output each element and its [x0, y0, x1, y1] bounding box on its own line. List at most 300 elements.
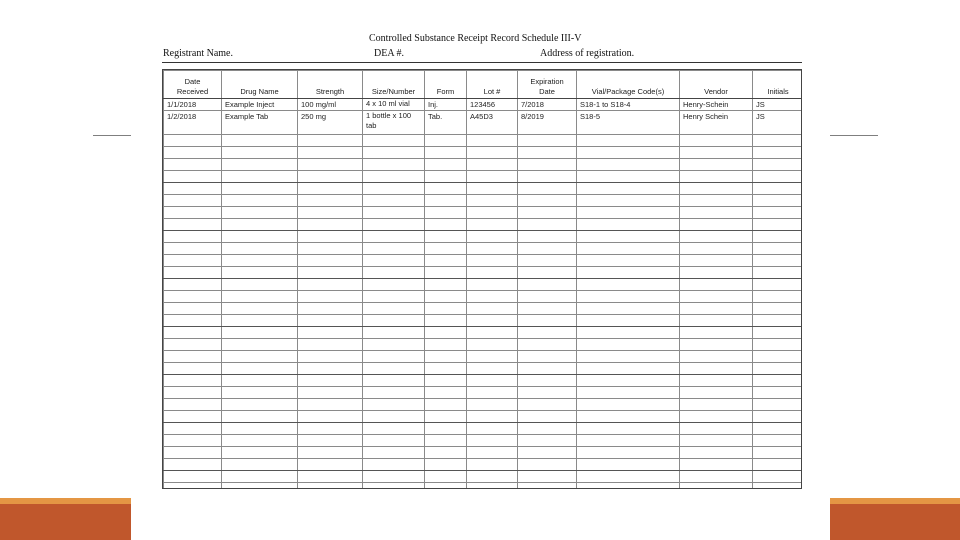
blank-cell[interactable] — [518, 207, 577, 219]
blank-cell[interactable] — [425, 363, 467, 375]
blank-cell[interactable] — [680, 471, 753, 483]
blank-cell[interactable] — [753, 447, 803, 459]
blank-cell[interactable] — [298, 267, 363, 279]
blank-cell[interactable] — [164, 375, 222, 387]
blank-cell[interactable] — [680, 399, 753, 411]
blank-cell[interactable] — [518, 435, 577, 447]
blank-cell[interactable] — [577, 351, 680, 363]
blank-cell[interactable] — [680, 327, 753, 339]
blank-cell[interactable] — [518, 387, 577, 399]
blank-cell[interactable] — [164, 327, 222, 339]
blank-cell[interactable] — [425, 267, 467, 279]
blank-cell[interactable] — [222, 303, 298, 315]
blank-cell[interactable] — [222, 243, 298, 255]
blank-cell[interactable] — [298, 243, 363, 255]
blank-cell[interactable] — [518, 159, 577, 171]
blank-cell[interactable] — [467, 363, 518, 375]
blank-cell[interactable] — [363, 231, 425, 243]
blank-cell[interactable] — [577, 243, 680, 255]
blank-cell[interactable] — [680, 447, 753, 459]
blank-cell[interactable] — [680, 267, 753, 279]
blank-cell[interactable] — [467, 435, 518, 447]
blank-cell[interactable] — [753, 435, 803, 447]
blank-cell[interactable] — [164, 171, 222, 183]
blank-cell[interactable] — [577, 447, 680, 459]
blank-cell[interactable] — [577, 279, 680, 291]
blank-cell[interactable] — [753, 255, 803, 267]
blank-cell[interactable] — [222, 423, 298, 435]
table-cell-lot-number[interactable]: 123456 — [467, 99, 518, 111]
blank-cell[interactable] — [680, 243, 753, 255]
blank-cell[interactable] — [467, 471, 518, 483]
blank-cell[interactable] — [363, 147, 425, 159]
blank-cell[interactable] — [518, 255, 577, 267]
blank-cell[interactable] — [680, 219, 753, 231]
blank-cell[interactable] — [680, 411, 753, 423]
blank-cell[interactable] — [577, 135, 680, 147]
blank-cell[interactable] — [753, 171, 803, 183]
blank-cell[interactable] — [222, 219, 298, 231]
blank-cell[interactable] — [577, 255, 680, 267]
blank-cell[interactable] — [425, 435, 467, 447]
blank-cell[interactable] — [164, 159, 222, 171]
blank-cell[interactable] — [753, 267, 803, 279]
blank-cell[interactable] — [222, 315, 298, 327]
blank-cell[interactable] — [753, 411, 803, 423]
blank-cell[interactable] — [425, 399, 467, 411]
blank-cell[interactable] — [753, 279, 803, 291]
blank-cell[interactable] — [363, 435, 425, 447]
blank-cell[interactable] — [518, 327, 577, 339]
blank-cell[interactable] — [518, 471, 577, 483]
blank-cell[interactable] — [753, 375, 803, 387]
blank-cell[interactable] — [577, 363, 680, 375]
blank-cell[interactable] — [467, 195, 518, 207]
blank-cell[interactable] — [577, 483, 680, 490]
blank-cell[interactable] — [467, 135, 518, 147]
blank-cell[interactable] — [467, 423, 518, 435]
blank-cell[interactable] — [363, 459, 425, 471]
blank-cell[interactable] — [363, 291, 425, 303]
blank-cell[interactable] — [577, 195, 680, 207]
blank-cell[interactable] — [222, 447, 298, 459]
blank-cell[interactable] — [425, 423, 467, 435]
blank-cell[interactable] — [363, 267, 425, 279]
blank-cell[interactable] — [222, 207, 298, 219]
blank-cell[interactable] — [363, 375, 425, 387]
blank-cell[interactable] — [298, 147, 363, 159]
blank-cell[interactable] — [753, 327, 803, 339]
blank-cell[interactable] — [467, 147, 518, 159]
blank-cell[interactable] — [222, 255, 298, 267]
blank-cell[interactable] — [425, 471, 467, 483]
blank-cell[interactable] — [753, 339, 803, 351]
blank-cell[interactable] — [577, 219, 680, 231]
blank-cell[interactable] — [425, 231, 467, 243]
table-cell-size-number[interactable]: 4 x 10 ml vial — [363, 99, 425, 111]
blank-cell[interactable] — [164, 339, 222, 351]
blank-cell[interactable] — [680, 255, 753, 267]
blank-cell[interactable] — [518, 363, 577, 375]
blank-cell[interactable] — [222, 351, 298, 363]
blank-cell[interactable] — [467, 411, 518, 423]
blank-cell[interactable] — [425, 135, 467, 147]
blank-cell[interactable] — [518, 447, 577, 459]
blank-cell[interactable] — [222, 291, 298, 303]
blank-cell[interactable] — [425, 195, 467, 207]
blank-cell[interactable] — [467, 447, 518, 459]
blank-cell[interactable] — [363, 171, 425, 183]
blank-cell[interactable] — [577, 159, 680, 171]
blank-cell[interactable] — [425, 327, 467, 339]
blank-cell[interactable] — [467, 303, 518, 315]
blank-cell[interactable] — [577, 231, 680, 243]
blank-cell[interactable] — [467, 231, 518, 243]
table-cell-initials[interactable]: JS — [753, 111, 803, 135]
blank-cell[interactable] — [577, 291, 680, 303]
blank-cell[interactable] — [680, 195, 753, 207]
blank-cell[interactable] — [363, 159, 425, 171]
blank-cell[interactable] — [298, 135, 363, 147]
blank-cell[interactable] — [425, 255, 467, 267]
blank-cell[interactable] — [518, 183, 577, 195]
blank-cell[interactable] — [164, 279, 222, 291]
blank-cell[interactable] — [298, 483, 363, 490]
table-cell-initials[interactable]: JS — [753, 99, 803, 111]
blank-cell[interactable] — [363, 219, 425, 231]
blank-cell[interactable] — [753, 291, 803, 303]
blank-cell[interactable] — [680, 387, 753, 399]
blank-cell[interactable] — [164, 219, 222, 231]
blank-cell[interactable] — [518, 279, 577, 291]
blank-cell[interactable] — [425, 483, 467, 490]
blank-cell[interactable] — [425, 171, 467, 183]
blank-cell[interactable] — [577, 411, 680, 423]
blank-cell[interactable] — [164, 459, 222, 471]
blank-cell[interactable] — [298, 447, 363, 459]
blank-cell[interactable] — [164, 195, 222, 207]
blank-cell[interactable] — [467, 159, 518, 171]
blank-cell[interactable] — [467, 267, 518, 279]
blank-cell[interactable] — [222, 339, 298, 351]
blank-cell[interactable] — [363, 387, 425, 399]
blank-cell[interactable] — [425, 411, 467, 423]
blank-cell[interactable] — [222, 327, 298, 339]
blank-cell[interactable] — [222, 411, 298, 423]
blank-cell[interactable] — [164, 255, 222, 267]
blank-cell[interactable] — [222, 399, 298, 411]
blank-cell[interactable] — [577, 147, 680, 159]
blank-cell[interactable] — [164, 363, 222, 375]
blank-cell[interactable] — [680, 135, 753, 147]
blank-cell[interactable] — [753, 315, 803, 327]
blank-cell[interactable] — [363, 183, 425, 195]
blank-cell[interactable] — [467, 483, 518, 490]
blank-cell[interactable] — [222, 375, 298, 387]
blank-cell[interactable] — [467, 291, 518, 303]
blank-cell[interactable] — [425, 147, 467, 159]
blank-cell[interactable] — [467, 183, 518, 195]
blank-cell[interactable] — [753, 243, 803, 255]
blank-cell[interactable] — [363, 243, 425, 255]
blank-cell[interactable] — [298, 399, 363, 411]
blank-cell[interactable] — [753, 159, 803, 171]
table-cell-date-received[interactable]: 1/2/2018 — [164, 111, 222, 135]
blank-cell[interactable] — [164, 231, 222, 243]
blank-cell[interactable] — [222, 267, 298, 279]
blank-cell[interactable] — [222, 183, 298, 195]
blank-cell[interactable] — [222, 363, 298, 375]
blank-cell[interactable] — [518, 243, 577, 255]
table-cell-form[interactable]: Inj. — [425, 99, 467, 111]
blank-cell[interactable] — [518, 459, 577, 471]
table-cell-vial-package-codes[interactable]: S18-1 to S18-4 — [577, 99, 680, 111]
blank-cell[interactable] — [467, 171, 518, 183]
blank-cell[interactable] — [363, 363, 425, 375]
blank-cell[interactable] — [298, 327, 363, 339]
blank-cell[interactable] — [753, 471, 803, 483]
blank-cell[interactable] — [680, 147, 753, 159]
table-cell-form[interactable]: Tab. — [425, 111, 467, 135]
blank-cell[interactable] — [425, 291, 467, 303]
blank-cell[interactable] — [467, 207, 518, 219]
blank-cell[interactable] — [577, 399, 680, 411]
blank-cell[interactable] — [298, 411, 363, 423]
blank-cell[interactable] — [164, 411, 222, 423]
blank-cell[interactable] — [753, 147, 803, 159]
blank-cell[interactable] — [164, 399, 222, 411]
blank-cell[interactable] — [222, 459, 298, 471]
blank-cell[interactable] — [753, 135, 803, 147]
blank-cell[interactable] — [467, 255, 518, 267]
blank-cell[interactable] — [363, 207, 425, 219]
blank-cell[interactable] — [363, 471, 425, 483]
blank-cell[interactable] — [222, 387, 298, 399]
blank-cell[interactable] — [680, 171, 753, 183]
blank-cell[interactable] — [753, 363, 803, 375]
blank-cell[interactable] — [425, 303, 467, 315]
blank-cell[interactable] — [680, 183, 753, 195]
blank-cell[interactable] — [577, 183, 680, 195]
blank-cell[interactable] — [518, 291, 577, 303]
blank-cell[interactable] — [518, 351, 577, 363]
blank-cell[interactable] — [363, 351, 425, 363]
blank-cell[interactable] — [298, 351, 363, 363]
blank-cell[interactable] — [298, 195, 363, 207]
blank-cell[interactable] — [363, 279, 425, 291]
blank-cell[interactable] — [222, 231, 298, 243]
blank-cell[interactable] — [518, 171, 577, 183]
blank-cell[interactable] — [518, 147, 577, 159]
table-cell-vendor[interactable]: Henry Schein — [680, 111, 753, 135]
blank-cell[interactable] — [467, 219, 518, 231]
blank-cell[interactable] — [680, 423, 753, 435]
blank-cell[interactable] — [222, 195, 298, 207]
blank-cell[interactable] — [222, 483, 298, 490]
blank-cell[interactable] — [164, 435, 222, 447]
blank-cell[interactable] — [298, 207, 363, 219]
blank-cell[interactable] — [298, 363, 363, 375]
blank-cell[interactable] — [298, 315, 363, 327]
blank-cell[interactable] — [222, 159, 298, 171]
blank-cell[interactable] — [298, 231, 363, 243]
blank-cell[interactable] — [298, 459, 363, 471]
blank-cell[interactable] — [164, 243, 222, 255]
blank-cell[interactable] — [753, 459, 803, 471]
blank-cell[interactable] — [518, 375, 577, 387]
blank-cell[interactable] — [577, 471, 680, 483]
blank-cell[interactable] — [363, 303, 425, 315]
blank-cell[interactable] — [164, 303, 222, 315]
blank-cell[interactable] — [753, 219, 803, 231]
blank-cell[interactable] — [363, 423, 425, 435]
blank-cell[interactable] — [753, 399, 803, 411]
blank-cell[interactable] — [164, 315, 222, 327]
blank-cell[interactable] — [425, 351, 467, 363]
blank-cell[interactable] — [425, 387, 467, 399]
blank-cell[interactable] — [298, 435, 363, 447]
blank-cell[interactable] — [518, 219, 577, 231]
blank-cell[interactable] — [467, 243, 518, 255]
blank-cell[interactable] — [298, 291, 363, 303]
blank-cell[interactable] — [222, 435, 298, 447]
blank-cell[interactable] — [518, 411, 577, 423]
blank-cell[interactable] — [680, 291, 753, 303]
table-cell-size-number[interactable]: 1 bottle x 100 tab — [363, 111, 425, 135]
blank-cell[interactable] — [164, 423, 222, 435]
blank-cell[interactable] — [753, 387, 803, 399]
blank-cell[interactable] — [518, 423, 577, 435]
blank-cell[interactable] — [577, 327, 680, 339]
blank-cell[interactable] — [467, 351, 518, 363]
blank-cell[interactable] — [164, 387, 222, 399]
blank-cell[interactable] — [298, 339, 363, 351]
blank-cell[interactable] — [753, 303, 803, 315]
blank-cell[interactable] — [425, 207, 467, 219]
blank-cell[interactable] — [518, 195, 577, 207]
blank-cell[interactable] — [680, 207, 753, 219]
table-cell-date-received[interactable]: 1/1/2018 — [164, 99, 222, 111]
blank-cell[interactable] — [680, 363, 753, 375]
blank-cell[interactable] — [467, 279, 518, 291]
blank-cell[interactable] — [222, 171, 298, 183]
blank-cell[interactable] — [518, 339, 577, 351]
table-cell-vial-package-codes[interactable]: S18-5 — [577, 111, 680, 135]
blank-cell[interactable] — [518, 483, 577, 490]
blank-cell[interactable] — [577, 459, 680, 471]
blank-cell[interactable] — [425, 459, 467, 471]
blank-cell[interactable] — [425, 339, 467, 351]
blank-cell[interactable] — [164, 183, 222, 195]
blank-cell[interactable] — [753, 195, 803, 207]
blank-cell[interactable] — [577, 267, 680, 279]
blank-cell[interactable] — [577, 435, 680, 447]
blank-cell[interactable] — [753, 423, 803, 435]
blank-cell[interactable] — [222, 471, 298, 483]
blank-cell[interactable] — [164, 207, 222, 219]
blank-cell[interactable] — [680, 483, 753, 490]
blank-cell[interactable] — [363, 255, 425, 267]
blank-cell[interactable] — [363, 339, 425, 351]
blank-cell[interactable] — [753, 351, 803, 363]
blank-cell[interactable] — [577, 303, 680, 315]
blank-cell[interactable] — [425, 315, 467, 327]
blank-cell[interactable] — [753, 483, 803, 490]
blank-cell[interactable] — [753, 231, 803, 243]
blank-cell[interactable] — [425, 159, 467, 171]
blank-cell[interactable] — [298, 375, 363, 387]
table-cell-strength[interactable]: 250 mg — [298, 111, 363, 135]
blank-cell[interactable] — [518, 399, 577, 411]
blank-cell[interactable] — [164, 291, 222, 303]
blank-cell[interactable] — [680, 303, 753, 315]
blank-cell[interactable] — [680, 315, 753, 327]
blank-cell[interactable] — [518, 231, 577, 243]
blank-cell[interactable] — [425, 243, 467, 255]
blank-cell[interactable] — [467, 399, 518, 411]
table-cell-drug-name[interactable]: Example Tab — [222, 111, 298, 135]
blank-cell[interactable] — [363, 315, 425, 327]
blank-cell[interactable] — [222, 135, 298, 147]
blank-cell[interactable] — [363, 399, 425, 411]
blank-cell[interactable] — [222, 279, 298, 291]
blank-cell[interactable] — [164, 351, 222, 363]
blank-cell[interactable] — [680, 459, 753, 471]
blank-cell[interactable] — [298, 387, 363, 399]
blank-cell[interactable] — [680, 435, 753, 447]
blank-cell[interactable] — [753, 183, 803, 195]
blank-cell[interactable] — [298, 279, 363, 291]
blank-cell[interactable] — [680, 375, 753, 387]
blank-cell[interactable] — [577, 339, 680, 351]
blank-cell[interactable] — [363, 195, 425, 207]
blank-cell[interactable] — [363, 483, 425, 490]
blank-cell[interactable] — [467, 387, 518, 399]
blank-cell[interactable] — [298, 171, 363, 183]
blank-cell[interactable] — [518, 267, 577, 279]
blank-cell[interactable] — [577, 375, 680, 387]
blank-cell[interactable] — [164, 483, 222, 490]
blank-cell[interactable] — [298, 183, 363, 195]
blank-cell[interactable] — [298, 423, 363, 435]
table-cell-expiration-date[interactable]: 8/2019 — [518, 111, 577, 135]
blank-cell[interactable] — [363, 411, 425, 423]
blank-cell[interactable] — [577, 207, 680, 219]
blank-cell[interactable] — [363, 327, 425, 339]
table-cell-drug-name[interactable]: Example Inject — [222, 99, 298, 111]
blank-cell[interactable] — [577, 423, 680, 435]
blank-cell[interactable] — [164, 447, 222, 459]
blank-cell[interactable] — [425, 447, 467, 459]
blank-cell[interactable] — [680, 351, 753, 363]
blank-cell[interactable] — [467, 339, 518, 351]
blank-cell[interactable] — [425, 279, 467, 291]
blank-cell[interactable] — [680, 231, 753, 243]
blank-cell[interactable] — [467, 459, 518, 471]
blank-cell[interactable] — [467, 327, 518, 339]
blank-cell[interactable] — [680, 279, 753, 291]
blank-cell[interactable] — [680, 339, 753, 351]
blank-cell[interactable] — [363, 447, 425, 459]
table-cell-expiration-date[interactable]: 7/2018 — [518, 99, 577, 111]
blank-cell[interactable] — [222, 147, 298, 159]
blank-cell[interactable] — [577, 171, 680, 183]
blank-cell[interactable] — [164, 471, 222, 483]
blank-cell[interactable] — [577, 315, 680, 327]
blank-cell[interactable] — [467, 315, 518, 327]
blank-cell[interactable] — [518, 315, 577, 327]
blank-cell[interactable] — [680, 159, 753, 171]
